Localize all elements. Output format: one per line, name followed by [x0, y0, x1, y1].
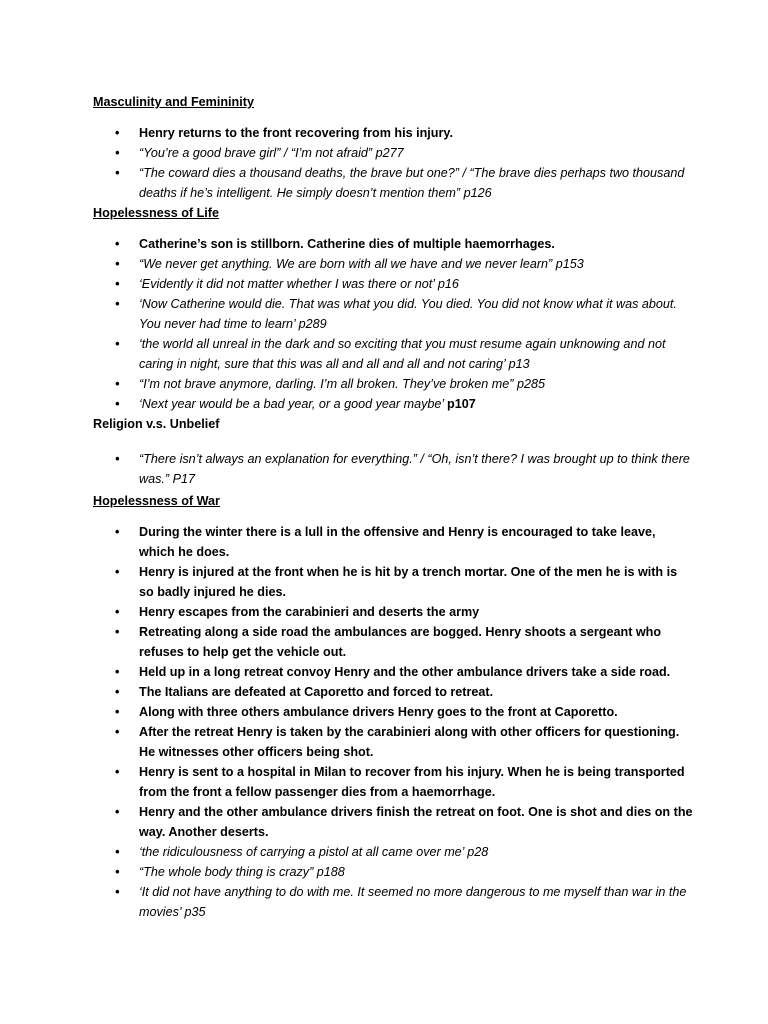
- bullet-list: [93, 449, 693, 489]
- list-item: • Catherine’s son is stillborn. Catherine dies of multiple haemorrhages.: [93, 234, 693, 254]
- bullet-list: [93, 522, 693, 922]
- list-item: • Along with three others ambulance drivers Henry goes to the front at Caporetto.: [93, 702, 693, 722]
- list-item: • “You’re a good brave girl” / “I’m not afraid” p277: [93, 143, 693, 163]
- list-item: • Henry and the other ambulance drivers finish the retreat on foot. One is shot and dies on the way. Another deserts.: [93, 802, 693, 842]
- document-page: [93, 90, 693, 922]
- list-item: • “The whole body thing is crazy” p188: [93, 862, 693, 882]
- list-item: [93, 394, 693, 414]
- section-heading: Masculinity and Femininity: [93, 95, 254, 109]
- list-item: • “There isn’t always an explanation for everything.” / “Oh, isn’t there? I was brought up to think there was.” P17: [93, 449, 693, 489]
- list-item: • “The coward dies a thousand deaths, the brave but one?” / “The brave dies perhaps two thousand deaths if he’s intelligent. He simply doesn’t mention them” p126: [93, 163, 693, 203]
- list-item: • “We never get anything. We are born with all we have and we never learn” p153: [93, 254, 693, 274]
- list-item: • During the winter there is a lull in the offensive and Henry is encouraged to take leave, which he does.: [93, 522, 693, 562]
- section-heading: Hopelessness of War: [93, 494, 220, 508]
- bullet-list: [93, 123, 693, 203]
- bullet-list: [93, 234, 693, 414]
- list-item: • ‘Evidently it did not matter whether I was there or not’ p16: [93, 274, 693, 294]
- list-item: • Henry returns to the front recovering from his injury.: [93, 123, 693, 143]
- page-reference: p107: [447, 397, 476, 411]
- list-item: • Held up in a long retreat convoy Henry and the other ambulance drivers take a side road.: [93, 662, 693, 682]
- list-item: • Henry is sent to a hospital in Milan to recover from his injury. When he is being transported from the front a fellow passenger dies from a haemorrhage.: [93, 762, 693, 802]
- list-item: • ‘the world all unreal in the dark and so exciting that you must resume again unknowing and not caring in night, sure that this was all and all and all and not caring’ p13: [93, 334, 693, 374]
- list-item: • ‘It did not have anything to do with me. It seemed no more dangerous to me myself than war in the movies’ p35: [93, 882, 693, 922]
- section-heading: Hopelessness of Life: [93, 206, 219, 220]
- quote-text: ‘Next year would be a bad year, or a good year maybe’: [139, 397, 448, 411]
- list-item: • The Italians are defeated at Caporetto and forced to retreat.: [93, 682, 693, 702]
- list-item: • ‘Now Catherine would die. That was what you did. You died. You did not know what it was about. You never had time to learn’ p289: [93, 294, 693, 334]
- list-item: • After the retreat Henry is taken by the carabinieri along with other officers for questioning. He witnesses other officers being shot.: [93, 722, 693, 762]
- section-masculinity-femininity: [93, 92, 693, 203]
- section-heading: Religion v.s. Unbelief: [93, 417, 220, 431]
- list-item: • Henry is injured at the front when he is hit by a trench mortar. One of the men he is with is so badly injured he dies.: [93, 562, 693, 602]
- list-item: • Henry escapes from the carabinieri and deserts the army: [93, 602, 693, 622]
- section-hopelessness-of-war: [93, 491, 693, 922]
- section-religion-unbelief: [93, 414, 693, 489]
- list-item: • “I’m not brave anymore, darling. I’m all broken. They’ve broken me” p285: [93, 374, 693, 394]
- section-hopelessness-of-life: [93, 203, 693, 414]
- list-item: • Retreating along a side road the ambulances are bogged. Henry shoots a sergeant who refuses to help get the vehicle out.: [93, 622, 693, 662]
- list-item: • ‘the ridiculousness of carrying a pistol at all came over me’ p28: [93, 842, 693, 862]
